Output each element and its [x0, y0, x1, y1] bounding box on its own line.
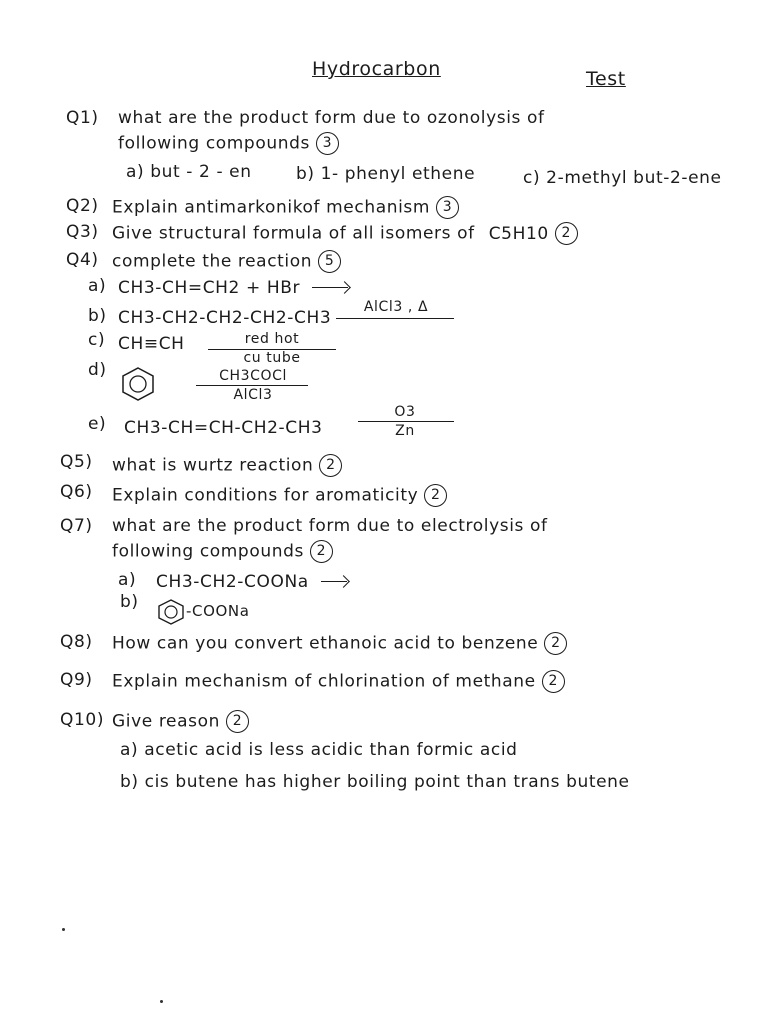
- title-hydrocarbon: Hydrocarbon: [312, 58, 441, 80]
- q5-marks: 2: [319, 454, 342, 477]
- q4-text: complete the reaction: [112, 251, 313, 272]
- q4e-arrow: [358, 421, 454, 422]
- q2-marks: 3: [436, 196, 459, 219]
- q4e-equation: CH3-CH=CH-CH2-CH3: [124, 418, 323, 438]
- q4d-arrow: [196, 385, 308, 386]
- q4c-condition-top: red hot: [244, 331, 300, 347]
- q3-number: Q3): [66, 222, 99, 242]
- q10-text: Give reason: [112, 711, 220, 732]
- q4c-condition-bottom: cu tube: [243, 350, 301, 366]
- q9-marks: 2: [542, 670, 565, 693]
- q4a-equation-line: [118, 278, 348, 298]
- q4d-label: d): [88, 360, 107, 380]
- q4-line: [112, 250, 341, 273]
- q1-option-b: b) 1- phenyl ethene: [296, 164, 476, 184]
- q1-marks: 3: [316, 132, 339, 155]
- q7-text: what are the product form due to electrolysis of: [112, 516, 548, 536]
- q7b-label: b): [120, 592, 139, 612]
- q4b-equation: CH3-CH2-CH2-CH2-CH3: [118, 308, 332, 328]
- q7-marks: 2: [310, 540, 333, 563]
- q4e-condition-bottom: Zn: [395, 423, 415, 439]
- q8-text: How can you convert ethanoic acid to benzene: [112, 633, 539, 654]
- q10-number: Q10): [60, 710, 105, 730]
- scan-speck: [160, 1000, 163, 1003]
- scan-speck: [62, 928, 65, 931]
- q6-marks: 2: [424, 484, 447, 507]
- q6-text: Explain conditions for aromaticity: [112, 485, 419, 506]
- q10-marks: 2: [226, 710, 249, 733]
- q8-number: Q8): [60, 632, 93, 652]
- q8-marks: 2: [544, 632, 567, 655]
- q7a-equation: CH3-CH2-COONa: [156, 572, 309, 592]
- q8-line: [112, 632, 567, 655]
- title-test: Test: [586, 68, 626, 90]
- q2-line: [112, 196, 459, 219]
- q9-text: Explain mechanism of chlorination of methane: [112, 671, 536, 692]
- q7a-equation-line: [156, 572, 347, 592]
- q7-text-line2: [112, 540, 333, 563]
- q3-text: Give structural formula of all isomers of: [112, 223, 475, 244]
- q10-line: [112, 710, 249, 733]
- q4a-arrow: [312, 287, 348, 289]
- q1-number: Q1): [66, 108, 99, 128]
- benzene-ring-icon: [120, 366, 156, 402]
- q3-formula: C5H10: [488, 223, 549, 244]
- q7b-equation: -COONa: [186, 602, 250, 620]
- q4c-equation: CH≡CH: [118, 334, 185, 354]
- q10-option-a: a) acetic acid is less acidic than formic acid: [120, 740, 518, 760]
- q7-number: Q7): [60, 516, 93, 536]
- q4b-condition: AlCl3 , Δ: [363, 299, 429, 315]
- q1-text: what are the product form due to ozonolysis of: [118, 108, 545, 128]
- q4-marks: 5: [318, 250, 341, 273]
- q5-text: what is wurtz reaction: [112, 455, 314, 476]
- q4-number: Q4): [66, 250, 99, 270]
- benzene-ring-small-icon: [156, 598, 186, 626]
- q2-number: Q2): [66, 196, 99, 216]
- q4e-label: e): [88, 414, 107, 434]
- q3-marks: 2: [555, 222, 578, 245]
- q3-line: [112, 222, 578, 245]
- q1-text2: following compounds: [118, 133, 310, 154]
- q10-option-b: b) cis butene has higher boiling point than trans butene: [120, 772, 630, 792]
- q4d-condition-bottom: AlCl3: [233, 387, 273, 403]
- q4e-condition-top: O3: [394, 404, 416, 420]
- q7a-label: a): [118, 570, 137, 590]
- q4c-label: c): [88, 330, 106, 350]
- q4d-condition-top: CH3COCl: [219, 368, 287, 384]
- q2-text: Explain antimarkonikof mechanism: [112, 197, 431, 218]
- q6-line: [112, 484, 447, 507]
- q9-number: Q9): [60, 670, 93, 690]
- q1-option-a: a) but - 2 - en: [126, 162, 252, 182]
- q6-number: Q6): [60, 482, 93, 502]
- q5-number: Q5): [60, 452, 93, 472]
- q5-line: [112, 454, 342, 477]
- q4b-label: b): [88, 306, 107, 326]
- q4a-label: a): [88, 276, 107, 296]
- q9-line: [112, 670, 565, 693]
- q1-text-line2: [118, 132, 339, 155]
- q1-option-c: c) 2-methyl but-2-ene: [523, 168, 722, 188]
- q7a-arrow: [321, 581, 347, 583]
- q4b-arrow: [336, 318, 454, 319]
- q7-text2: following compounds: [112, 541, 304, 562]
- q4a-equation: CH3-CH=CH2 + HBr: [118, 278, 301, 298]
